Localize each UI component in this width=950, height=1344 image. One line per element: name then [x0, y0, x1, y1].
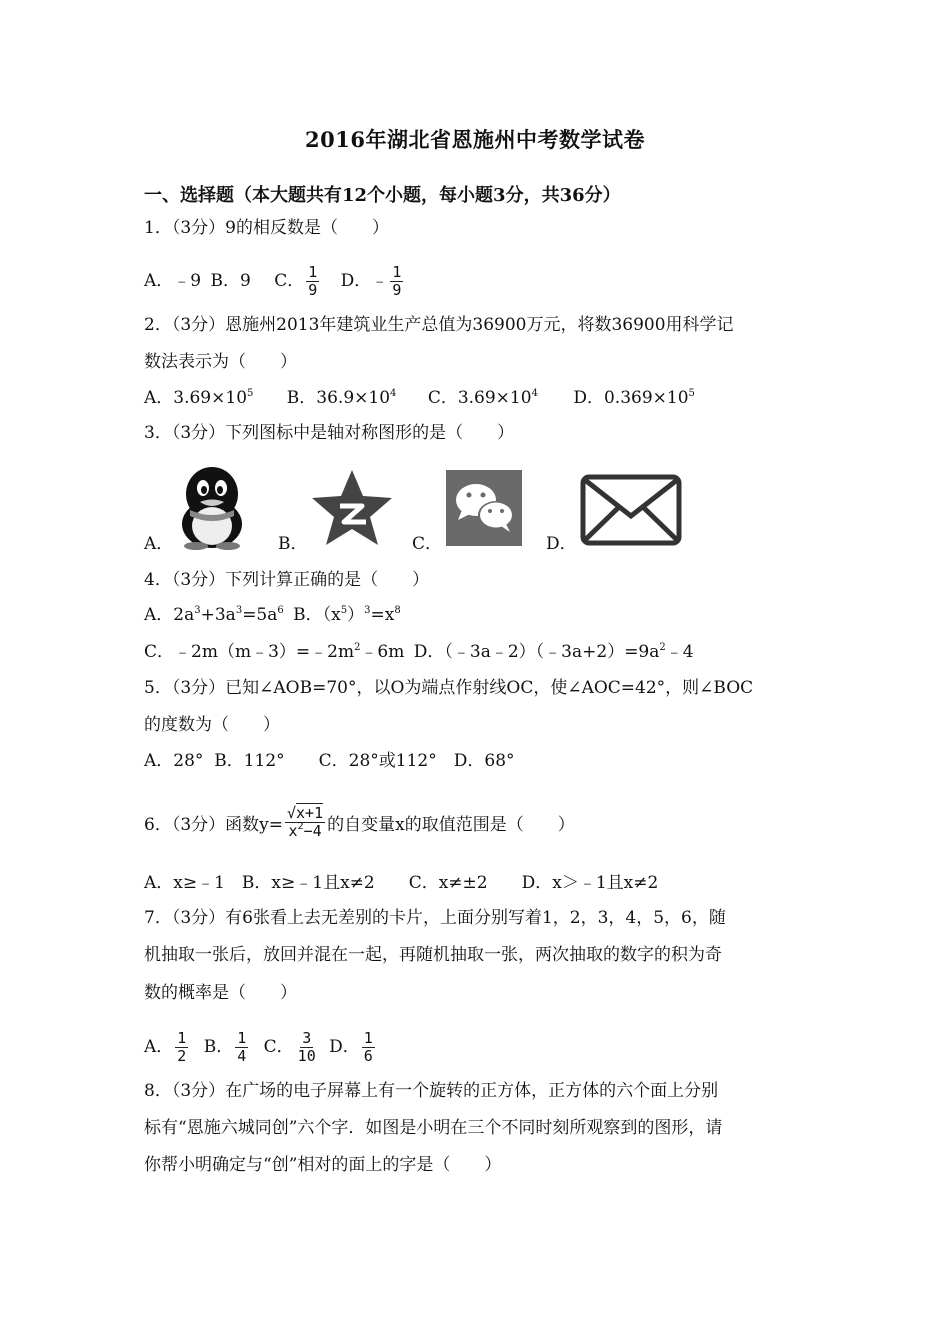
q1-option-b: B．9 — [210, 271, 251, 291]
q4-stem: 4．（3分）下列计算正确的是（ ） — [144, 570, 430, 590]
q1-option-d-fraction: $\frac{1}{9}$ — [392, 263, 402, 299]
qzone-star-icon — [310, 466, 394, 548]
q4-option-b: B．$(x^5)^3=x^8$ — [293, 605, 401, 625]
q7-option-c-fraction: $\frac{3}{10}$ — [297, 1029, 316, 1065]
q6-options: A．x≥﹣1 B．x≥﹣1且x≠2 C．x≠±2 D．x＞﹣1且x≠2 — [144, 873, 659, 893]
q5-stem-line2: 的度数为（ ） — [144, 715, 280, 735]
q8-stem-line1: 8．（3分）在广场的电子屏幕上有一个旋转的正方体，正方体的六个面上分别 — [144, 1081, 719, 1101]
q2-option-c: C．$3.69\times 10^4$ — [427, 388, 538, 408]
q7-option-b-fraction: $\frac{1}{4}$ — [237, 1029, 247, 1065]
q7-stem-line2: 机抽取一张后，放回并混在一起，再随机抽取一张，两次抽取的数字的积为奇 — [144, 945, 722, 965]
q6-stem-pre: 6．（3分）函数y= — [144, 815, 283, 835]
q7-stem-line1: 7．（3分）有6张看上去无差别的卡片，上面分别写着1，2，3，4，5，6，随 — [144, 908, 726, 928]
q4-options-ab — [144, 604, 401, 626]
q2-option-d: D．$0.369\times 10^5$ — [573, 388, 695, 408]
q3-option-c: C． — [412, 534, 443, 554]
q7-option-b: B． — [203, 1037, 234, 1057]
q7-option-a: A． — [144, 1037, 174, 1057]
q2-stem-line1: 2．（3分）恩施州2013年建筑业生产总值为36900万元，将数36900用科学记 — [144, 315, 734, 335]
q4-option-d: D．$(﹣3a﹣2)(﹣3a+2)=9a^2﹣4$ — [413, 642, 694, 662]
q4-option-a: A．$2a^3+3a^3=5a^6$ — [144, 605, 284, 625]
q6-stem-post: 的自变量x的取值范围是（ ） — [327, 815, 575, 835]
q1-stem: 1．（3分）9的相反数是（ ） — [144, 218, 389, 238]
q8-stem-line3: 你帮小明确定与“创”相对的面上的字是（ ） — [144, 1155, 502, 1175]
q4-option-c: C．$﹣2m(m﹣3)=﹣2m^2﹣6m$ — [144, 642, 405, 662]
section-heading: 一、选择题（本大题共有12个小题，每小题3分，共36分） — [144, 185, 621, 206]
q7-option-d: D． — [329, 1037, 360, 1057]
q3-option-a: A． — [144, 534, 174, 554]
q1-option-a: A．﹣9 — [144, 271, 202, 291]
q2-option-b: B．$36.9\times 10^4$ — [286, 388, 397, 408]
q3-stem: 3．（3分）下列图标中是轴对称图形的是（ ） — [144, 423, 515, 443]
q5-stem-line1: 5．（3分）已知∠AOB=70°，以O为端点作射线OC，使∠AOC=42°，则∠BOC — [144, 678, 754, 698]
q5-options: A．28° B．112° C．28°或112° D．68° — [144, 751, 515, 771]
wechat-icon — [446, 470, 522, 546]
q1-options — [144, 264, 405, 299]
q6-function-fraction: $\frac{√x+1}{x^2-4}$ — [286, 804, 324, 840]
q3-option-d: D． — [546, 534, 577, 554]
q7-stem-line3: 数的概率是（ ） — [144, 983, 297, 1003]
q1-option-c: C． — [274, 271, 305, 291]
q3-option-b: B． — [278, 534, 308, 554]
q2-stem-line2: 数法表示为（ ） — [144, 352, 297, 372]
q2-options — [144, 387, 695, 409]
qq-penguin-icon — [176, 464, 248, 550]
q7-option-a-fraction: $\frac{1}{2}$ — [177, 1029, 187, 1065]
q8-stem-line2: 标有“恩施六城同创”六个字．如图是小明在三个不同时刻所观察到的图形，请 — [144, 1118, 723, 1138]
q1-option-d: D．﹣ — [340, 271, 389, 291]
q1-option-c-fraction: $\frac{1}{9}$ — [308, 263, 318, 299]
q7-option-d-fraction: $\frac{1}{6}$ — [363, 1029, 373, 1065]
q2-option-a: A．$3.69\times 10^5$ — [144, 388, 254, 408]
q7-options — [144, 1030, 377, 1065]
q7-option-c: C． — [263, 1037, 294, 1057]
page-title: 2016年湖北省恩施州中考数学试卷 — [305, 127, 645, 152]
envelope-icon — [580, 474, 682, 546]
q4-options-cd — [144, 641, 694, 663]
q6-stem — [144, 804, 575, 840]
sqrt-icon: √ — [286, 804, 297, 822]
